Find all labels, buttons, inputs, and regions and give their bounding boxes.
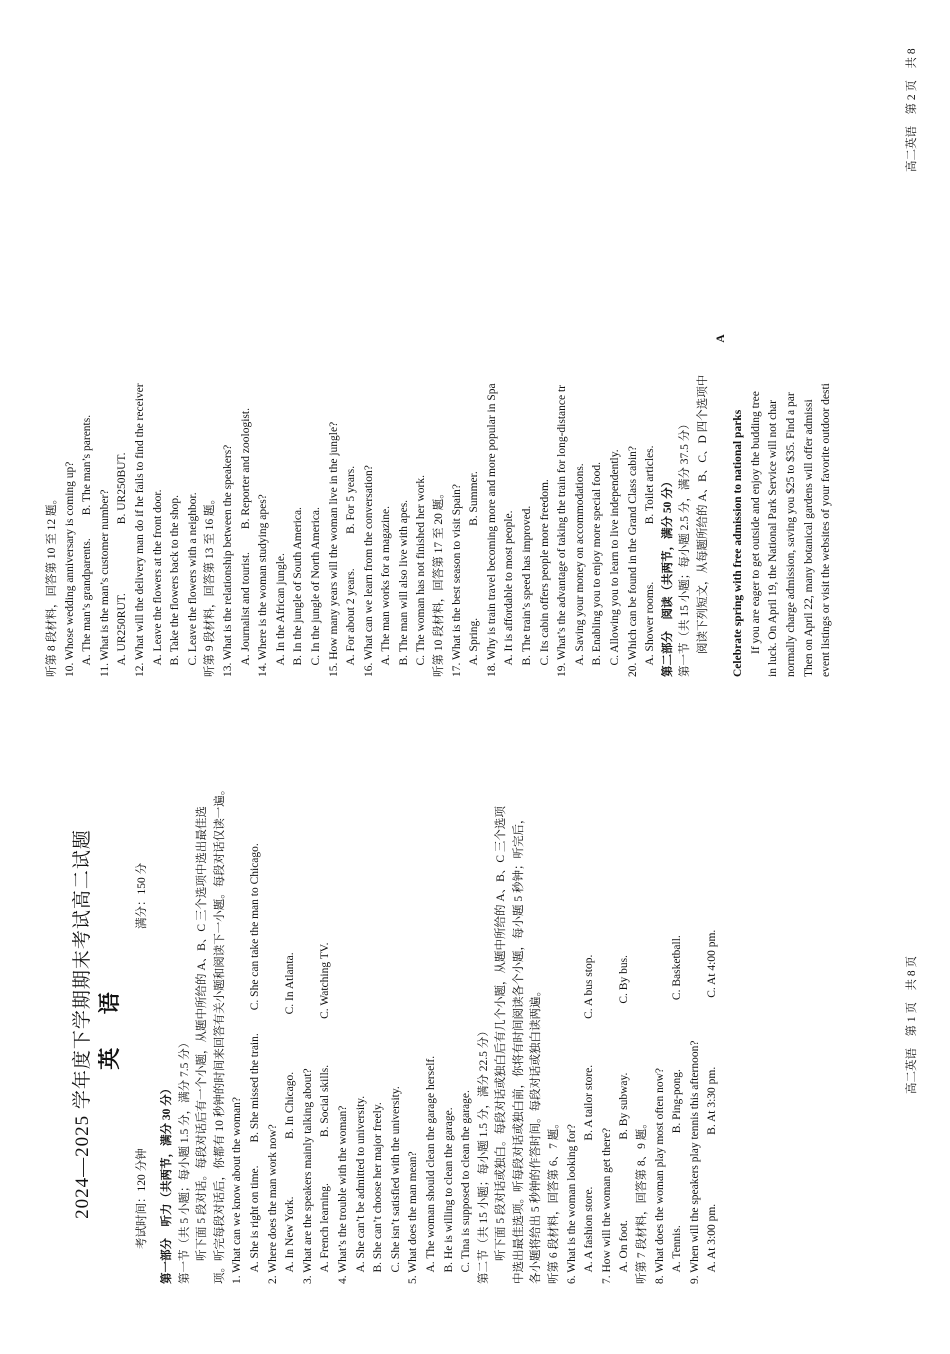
question: 7. How will the woman get there? [600, 1127, 613, 1284]
question: 18. Why is train travel becoming more and more popular in Spa [485, 383, 498, 677]
question: 20. Which can be found in the Grand Class cabin? [626, 446, 639, 677]
option: B. Enabling you to enjoy more special food. [591, 462, 604, 677]
options: A. Tennis. B. Ping-pong. C. Basketball. [671, 935, 684, 1284]
page-1-footer: 高二英语 第 1 页 共 8 页 [906, 956, 918, 1094]
question: 9. When will the speakers play tennis this afternoon? [688, 1040, 701, 1284]
passage-line: If you are eager to get outside and enjoy the budding tree [749, 391, 762, 677]
passage-line: event listings or visit the websites of your favorite outdoor desti [820, 383, 833, 677]
options: A. The man’s grandparents. B. The man’s parents. [81, 414, 94, 677]
options: A. At 3:00 pm. B. At 3:30 pm. C. At 4:00 pm. [706, 929, 719, 1284]
material-note: 听第 9 段材料，回答第 13 至 16 题。 [204, 493, 217, 677]
section-heading: 第一节（共 5 小题；每小题 1.5 分，满分 7.5 分） [178, 1036, 191, 1284]
option: C. In the jungle of North America. [309, 507, 322, 677]
instruction-line: 听下面 5 段对话。每段对话后有一个小题，从题中所给的 A、B、C 三个选项中选出最佳选 [196, 806, 209, 1284]
exam-page-1 [0, 677, 950, 1354]
instruction-line: 项。听完每段对话后，你都有 10 秒钟的时间来回答有关小题和阅读下一小题。每段对话仅读一遍。 [213, 783, 226, 1284]
options: A. A fashion store. B. A tailor store. C. A bus stop. [583, 954, 596, 1284]
option: A. Saving your money on accommodations. [573, 463, 586, 677]
option: A. It is affordable to most people. [503, 510, 516, 677]
option: B. She can’t choose her major freely. [372, 1102, 385, 1284]
option: C. She isn’t satisfied with the university. [389, 1086, 402, 1284]
question: 8. What does the woman play most often now? [653, 1067, 666, 1284]
subject-title: 英 语 [97, 978, 122, 1070]
question: 14. Where is the woman studying apes? [257, 494, 270, 677]
page-1-content [160, 724, 723, 1284]
option: C. Allowing you to learn to live independently. [609, 449, 621, 677]
options: A. For about 2 years. B. For 5 years. [345, 465, 358, 677]
passage-line: normally charge admission, saving you $25 to $35. Find a par [784, 392, 797, 677]
instruction-line: 听下面 5 段对话或独白。每段对话或独白后有几个小题，从题中所给的 A、B、C 三个选项 [495, 806, 508, 1284]
question: 1. What can we know about the woman? [231, 1097, 244, 1284]
option: B. He is willing to clean the garage. [442, 1107, 455, 1284]
options: A. UR250RUT. B. UR250BUT. [116, 452, 129, 677]
question: 6. What is the woman looking for? [565, 1124, 578, 1284]
passage-line: Then on April 22, many botanical gardens will offer admissi [802, 399, 815, 677]
option: B. The train’s speed has improved. [521, 505, 534, 677]
material-note: 听第 10 段材料，回答第 17 至 20 题。 [433, 487, 446, 677]
material-note: 听第 6 段材料，回答第 6、7 题。 [548, 1117, 561, 1284]
page-2-content [45, 0, 837, 677]
passage-line: in luck. On April 19, the National Park Service will not char [767, 400, 780, 677]
options: A. She is right on time. B. She missed the train. C. She can take the man to Chicago. [248, 843, 261, 1284]
question: 16. What can we learn from the conversation? [362, 465, 375, 677]
question: 3. What are the speakers mainly talking about? [301, 1068, 314, 1284]
options: A. In New York. B. In Chicago. C. In Atlanta. [284, 952, 297, 1284]
page-2-footer: 高二英语 第 2 页 共 8 [906, 48, 918, 172]
question: 5. What does the man mean? [407, 1151, 420, 1284]
options: A. On foot. B. By subway. C. By bus. [618, 955, 631, 1284]
option: A. In the African jungle. [274, 553, 287, 677]
option: B. In the jungle of South America. [292, 507, 305, 677]
question: 12. What will the delivery man do if he fails to find the receiver [133, 383, 146, 677]
question: 2. Where does the man work now? [266, 1124, 279, 1284]
option: C. The woman has not finished her work. [415, 475, 428, 677]
exam-title: 2024—2025 学年度下学期期末考试高二试题 [72, 829, 93, 1219]
options: A. Shower rooms. B. Toilet articles. [644, 445, 657, 677]
question: 15. How many years will the woman live in the jungle? [327, 421, 340, 677]
material-note: 听第 8 段材料，回答第 10 至 12 题。 [46, 493, 58, 677]
section-heading: 第一节（共 15 小题；每小题 2.5 分，满分 37.5 分） [679, 418, 692, 677]
full-score: 满分：150 分 [136, 862, 148, 929]
option: B. Take the flowers back to the shop. [169, 495, 182, 677]
option: C. Leave the flowers with a neighbor. [186, 492, 199, 677]
instruction-line: 阅读下列短文，从每题所给的 A、B、C、D 四个选项中 [696, 374, 709, 677]
section-heading: 第二节（共 15 小题；每小题 1.5 分，满分 22.5 分） [477, 1025, 490, 1284]
options: A. Journalist and tourist. B. Reporter and zoologist. [239, 408, 252, 677]
option: A. The woman should clean the garage herself. [424, 1055, 437, 1284]
instruction-line: 各小题将给出 5 秒钟的作答时间。每段对话或独白读两遍。 [530, 985, 543, 1284]
question: 19. What’s the advantage of taking the train for long-distance tr [556, 385, 569, 677]
option: A. She can’t be admitted to university. [354, 1095, 367, 1284]
options: A. Spring. B. Summer. [468, 471, 481, 677]
passage-title: Celebrate spring with free admission to national parks [732, 409, 745, 677]
options: A. French learning. B. Social skills. C. Watching TV. [319, 942, 332, 1284]
instruction-line: 中选出最佳选项。听每段对话或独白前，你将有时间阅读各个小题，每小题 5 秒钟；听完后， [512, 812, 525, 1284]
option: C. Tina is supposed to clean the garage. [460, 1090, 473, 1284]
material-note: 听第 7 段材料，回答第 8、9 题。 [636, 1117, 649, 1284]
question: 13. What is the relationship between the speakers? [221, 444, 234, 677]
part-heading: 第一部分 听力（共两节，满分 30 分） [161, 1082, 173, 1284]
option: A. Leave the flowers at the front door. [151, 489, 164, 677]
part-heading: 第二部分 阅读（共两节，满分 50 分） [661, 475, 674, 677]
exam-time: 考试时间：120 分钟 [136, 1148, 148, 1249]
question: 17. What is the best season to visit Spain? [450, 483, 463, 677]
question: 10. Whose wedding anniversary is coming up? [63, 461, 76, 677]
option: B. The man will also live with apes. [397, 499, 410, 677]
passage-letter: A [714, 334, 727, 343]
question: 11. What is the man’s customer number? [98, 489, 111, 677]
question: 4. What’s the trouble with the woman? [336, 1105, 349, 1284]
option: C. Its cabin offers people more freedom. [538, 479, 551, 677]
option: A. The man works for a magazine. [380, 506, 393, 677]
